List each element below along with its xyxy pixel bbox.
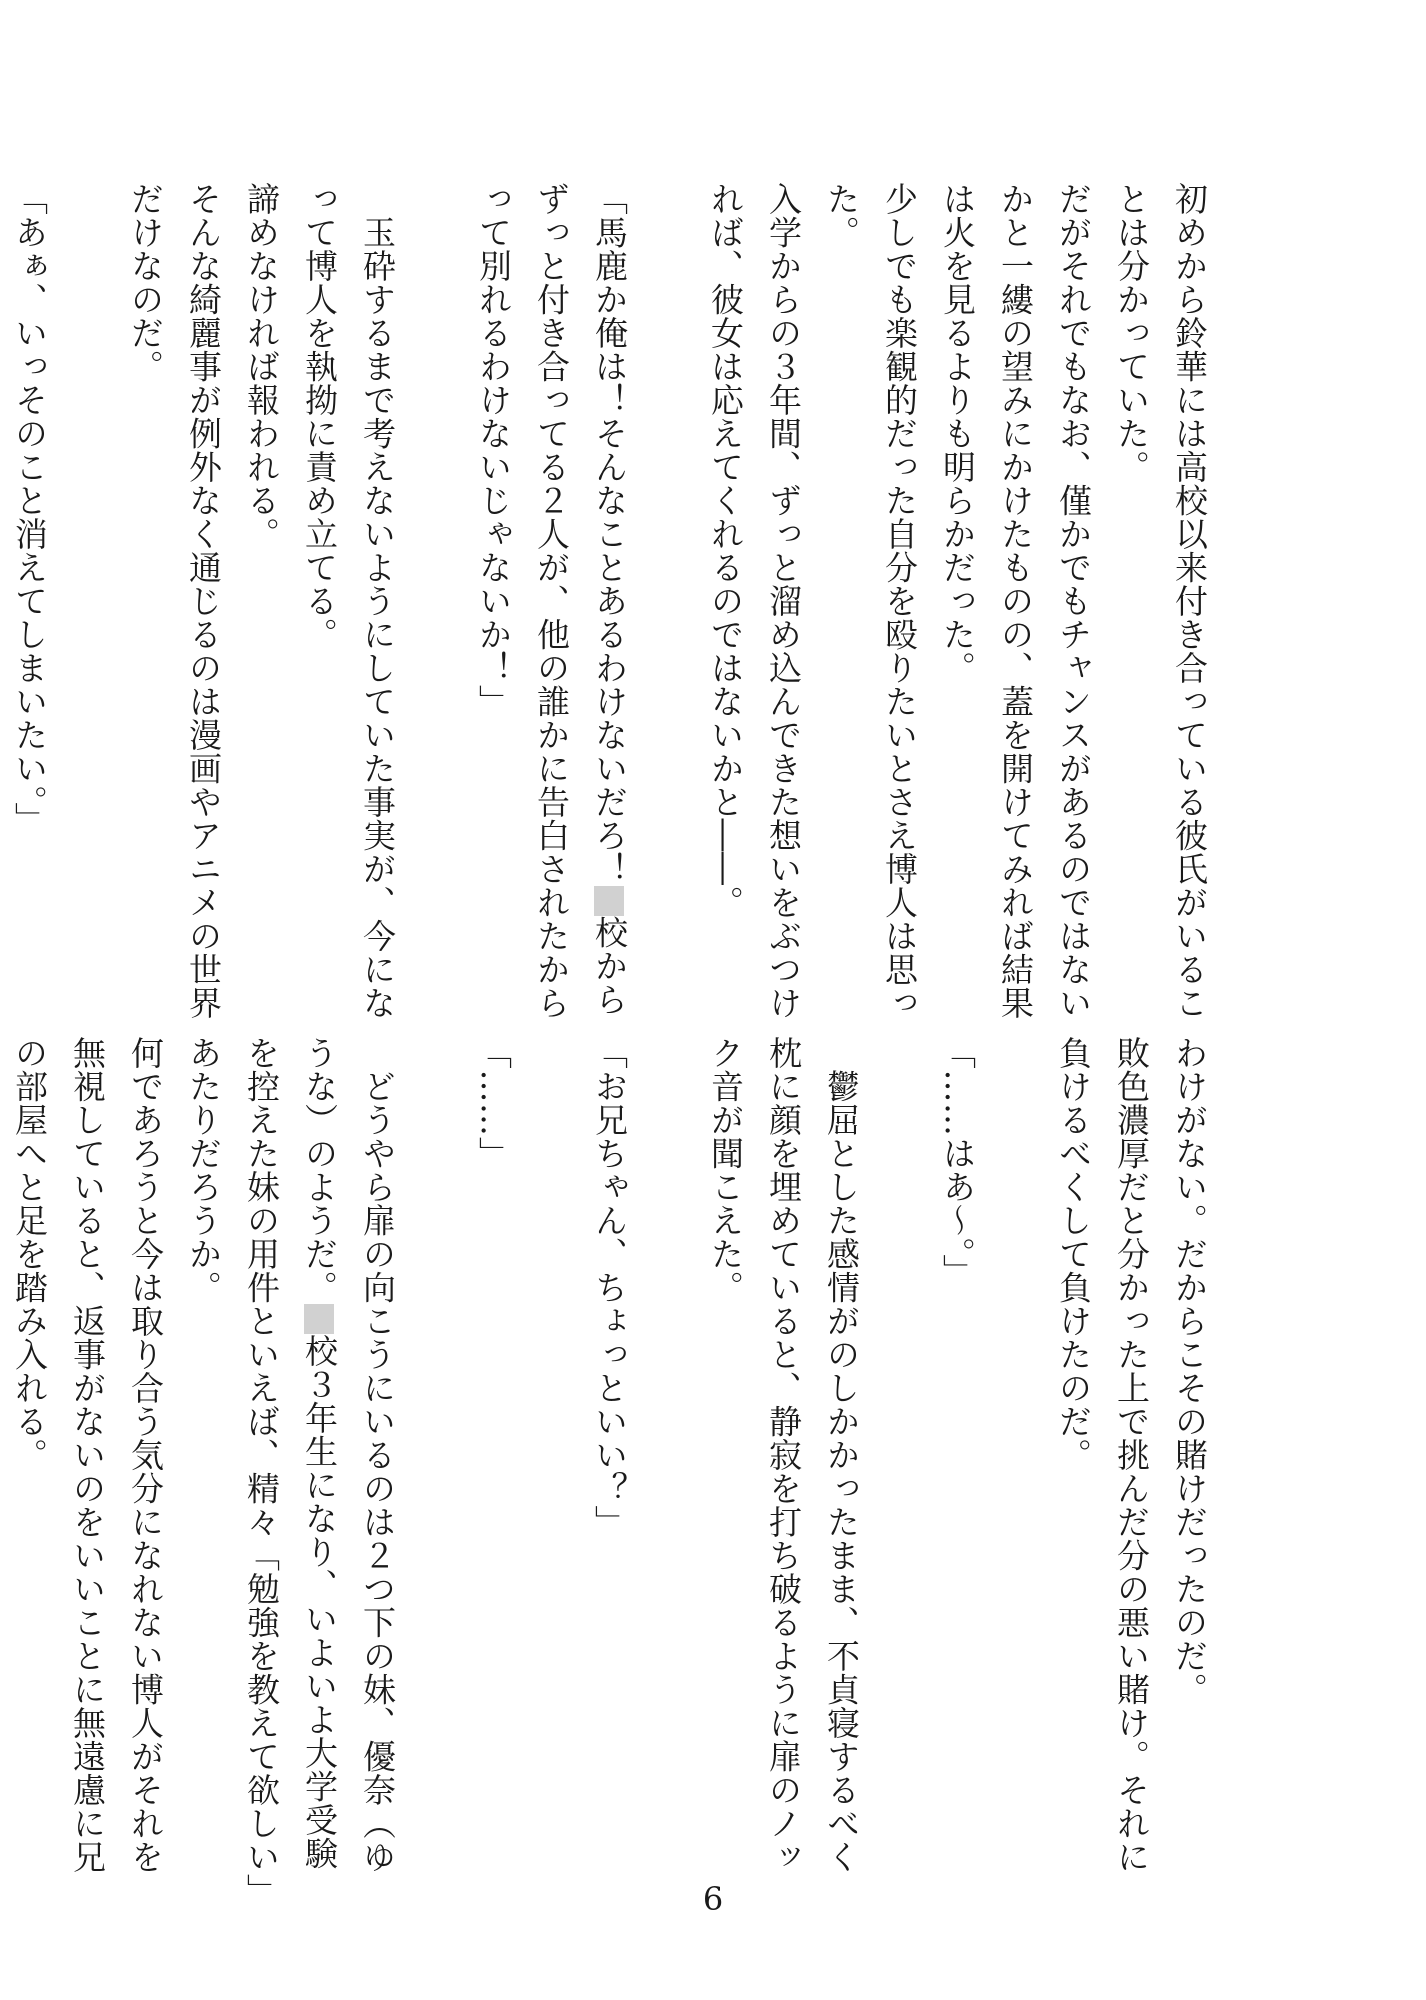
line-text: 「……」 [474,1036,513,1170]
line-text: あたりだろうか。 [184,1036,223,1304]
line-text: 負けるべくして負けたのだ。 [1054,1036,1093,1472]
text-line [116,1036,174,1874]
text-block-top [0,182,1218,1020]
line-text [996,1036,1035,1070]
text-line [116,182,174,982]
blank-line [522,1036,580,1816]
line-text: ずっと付き合ってる２人が、他の誰かに告白されたから [532,182,571,1020]
line-text: 敗色濃厚だと分かった上で挑んだ分の悪い賭け。それに [1112,1036,1151,1874]
line-text [648,1036,687,1070]
text-line [812,1036,870,1874]
text-line [348,1036,406,1874]
line-text [880,1036,919,1070]
line-text [648,182,687,216]
line-text-continued: 校３年生になり、いよいよ大学受験 [300,1334,339,1870]
line-text: 鬱屈とした感情がのしかかったまま、不貞寝するべく [822,1036,861,1874]
line-text: とは分かっていた。 [1112,182,1151,484]
text-line [1160,182,1218,1020]
line-text [416,182,455,216]
line-text: って別れるわけないじゃないか！」 [474,182,513,718]
line-text: は火を見るよりも明らかだった。 [938,182,977,685]
blank-line [406,182,464,982]
line-text: どうやら扉の向こうにいるのは２つ下の妹、優奈（ゆ [358,1036,397,1874]
line-text: 無視していると、返事がないのをいいことに無遠慮に兄 [68,1036,107,1874]
line-text: の部屋へと足を踏み入れる。 [10,1036,49,1472]
line-text: 初めから鈴華には高校以来付き合っている彼氏がいるこ [1170,182,1209,1020]
text-line [232,1036,290,1907]
blank-line [986,1036,1044,1816]
text-block-bottom [0,1036,1218,1907]
line-text [416,1036,455,1070]
text-line [696,1036,754,1816]
line-text: 「お兄ちゃん、ちょっといい？」 [590,1036,629,1539]
line-text: って博人を執拗に責め立てる。 [300,182,339,651]
line-text: 入学からの３年間、ずっと溜め込んできた想いをぶつけ [764,182,803,1020]
line-text: だけなのだ。 [126,182,165,383]
blank-line [406,1036,464,1816]
text-line [986,182,1044,1020]
text-line [580,1036,638,1816]
line-text: れば、彼女は応えてくれるのではないかと――。 [706,182,745,919]
text-line [464,182,522,982]
line-text: た。 [822,182,861,249]
text-line [232,182,290,982]
blank-line [638,1036,696,1816]
text-line [870,182,928,1020]
text-line [928,1036,986,1816]
line-text: 枕に顔を埋めていると、静寂を打ち破るように扉のノッ [764,1036,803,1874]
line-text: 何であろうと今は取り合う気分になれない博人がそれを [126,1036,165,1874]
text-line [522,182,580,1020]
line-text: 「……はあ～。」 [938,1036,977,1288]
line-text-continued: 校から [590,915,629,1016]
text-line [174,182,232,1020]
blank-line [58,182,116,982]
blank-line [638,182,696,982]
text-line [754,182,812,1020]
line-text: かと一縷の望みにかけたものの、蓋を開けてみれば結果 [996,182,1035,1020]
line-text: 「あぁ、いっそのこと消えてしまいたい。」 [10,182,49,836]
text-line [1044,182,1102,1020]
text-line [1102,182,1160,982]
line-text: わけがない。だからこその賭けだったのだ。 [1170,1036,1209,1706]
text-line [1044,1036,1102,1816]
text-line [754,1036,812,1874]
text-line [1160,1036,1218,1816]
line-text: 「馬鹿か俺は！そんなことあるわけないだろ！ [590,182,629,886]
line-text [68,182,107,216]
line-text: 諦めなければ報われる。 [242,182,281,551]
text-line [0,1036,58,1816]
text-line [348,182,406,1020]
line-text: 少しでも楽観的だった自分を殴りたいとさえ博人は思っ [880,182,919,1020]
text-line [58,1036,116,1874]
text-line [812,182,870,982]
text-line [580,182,638,1016]
line-text [532,1036,571,1070]
text-line [174,1036,232,1816]
line-text: そんな綺麗事が例外なく通じるのは漫画やアニメの世界 [184,182,223,1020]
redaction-mark [594,886,624,916]
page-number: 6 [702,1880,724,1918]
text-line [696,182,754,982]
line-text: だがそれでもなお、僅かでもチャンスがあるのではない [1054,182,1093,1020]
text-line [928,182,986,982]
line-text: を控えた妹の用件といえば、精々「勉強を教えて欲しい」 [242,1036,281,1907]
line-text: 玉砕するまで考えないようにしていた事実が、今にな [358,182,397,1020]
text-line [0,182,58,982]
text-line [290,182,348,982]
redaction-mark [304,1304,334,1334]
text-line [290,1036,348,1870]
line-text: ク音が聞こえた。 [706,1036,745,1304]
blank-line [870,1036,928,1816]
line-text: うな）のようだ。 [300,1036,339,1304]
text-line [464,1036,522,1816]
text-line [1102,1036,1160,1874]
